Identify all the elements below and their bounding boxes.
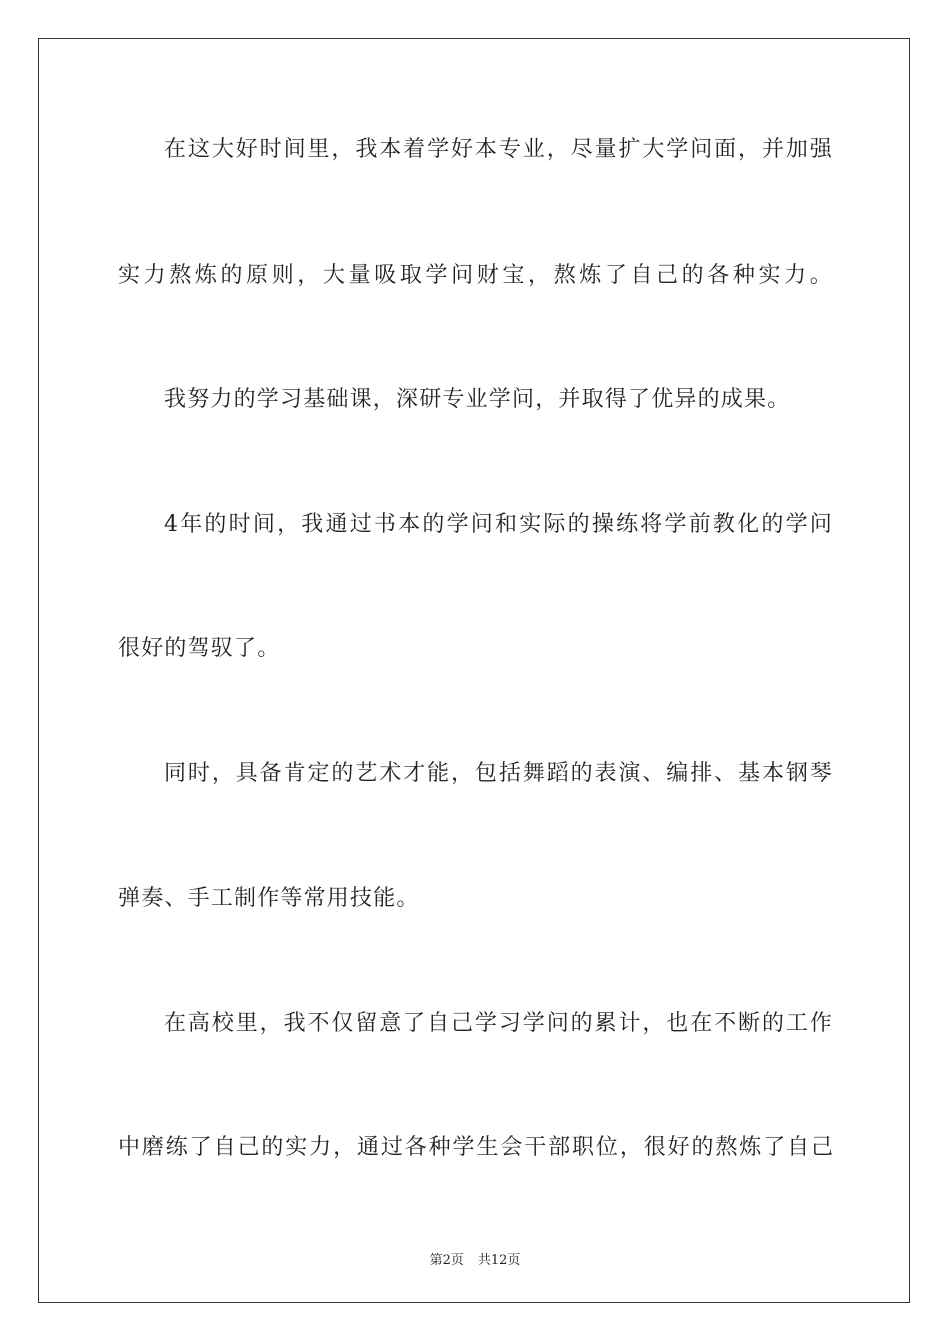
paragraph-line-3: 我努力的学习基础课，深研专业学问，并取得了优异的成果。 — [164, 387, 791, 412]
page-total: 共12页 — [477, 1253, 521, 1268]
paragraph-line-6: 同时，具备肯定的艺术才能，包括舞蹈的表演、编排、基本钢琴 — [164, 761, 833, 786]
paragraph-line-1: 在这大好时间里，我本着学好本专业，尽量扩大学问面，并加强 — [164, 137, 833, 162]
page-border — [38, 38, 910, 1303]
paragraph-line-8: 在高校里，我不仅留意了自己学习学问的累计，也在不断的工作 — [164, 1011, 833, 1036]
paragraph-line-2: 实力熬炼的原则，大量吸取学问财宝，熬炼了自己的各种实力。 — [118, 263, 833, 288]
paragraph-line-5: 很好的驾驭了。 — [118, 636, 281, 661]
paragraph-line-4: 4年的时间，我通过书本的学问和实际的操练将学前教化的学问 — [164, 512, 833, 537]
page-number: 第2页 — [429, 1253, 464, 1268]
page-footer — [0, 1249, 950, 1268]
paragraph-line-9: 中磨练了自己的实力，通过各种学生会干部职位，很好的熬炼了自己 — [118, 1135, 833, 1160]
paragraph-line-7: 弹奏、手工制作等常用技能。 — [118, 886, 420, 911]
